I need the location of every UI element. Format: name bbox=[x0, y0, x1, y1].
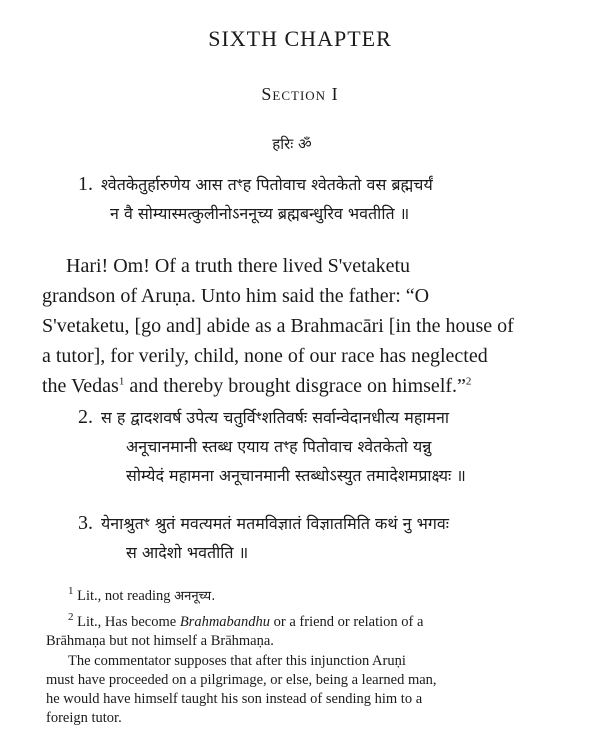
verse-1 bbox=[78, 170, 433, 228]
verse-text: श्वेतकेतुर्हारुणेय आस तꣳह पितोवाच श्वेतकेतो वस ब्रह्मचर्यं bbox=[101, 175, 433, 194]
translation-line: grandson of Aruṇa. Unto him said the father: “O bbox=[42, 285, 430, 307]
commentator-note bbox=[46, 652, 437, 728]
footnote-1 bbox=[68, 587, 215, 606]
translation-line: S'vetaketu, [go and] abide as a Brahmacāri [in the house of bbox=[42, 315, 514, 337]
footnote-mark: 1 bbox=[68, 585, 74, 598]
verse-2-line-1 bbox=[78, 403, 466, 432]
footnote-mark: 2 bbox=[68, 611, 74, 624]
footnote-line: Brāhmaṇa but not himself a Brāhmaṇa. bbox=[46, 633, 274, 649]
verse-2 bbox=[78, 403, 466, 490]
verse-1-line-2: न वै सोम्यास्मत्कुलीनोऽननूच्य ब्रह्मबन्धुरिव भवतीति ॥ bbox=[110, 204, 410, 223]
footnote-term: Brahmabandhu bbox=[179, 614, 271, 630]
verse-number: 1. bbox=[78, 173, 93, 195]
translation-line bbox=[42, 371, 582, 401]
footnote-text: or a friend or relation of a bbox=[270, 614, 424, 630]
verse-2-line-3: सोम्येदं महामना अनूचानमानी स्तब्धोऽस्युत तमादेशमप्राक्ष्यः ॥ bbox=[126, 466, 466, 485]
note-line: must have proceeded on a pilgrimage, or else, being a learned man, bbox=[46, 672, 437, 688]
footnote-sanskrit: अननूच्य. bbox=[174, 589, 216, 604]
footnote-text: Lit., not reading bbox=[73, 588, 175, 604]
verse-text: स ह द्वादशवर्ष उपेत्य चतुर्विꣳशतिवर्षः सर्वान्वेदानधीत्य महामना bbox=[101, 408, 450, 427]
translation-paragraph bbox=[42, 251, 582, 401]
footnote-text: Lit., Has become bbox=[73, 614, 180, 630]
verse-3-line-2: स आदेशो भवतीति ॥ bbox=[126, 543, 249, 562]
verse-number: 2. bbox=[78, 406, 93, 428]
verse-3-line-1 bbox=[78, 509, 449, 538]
translation-line: Hari! Om! Of a truth there lived S'vetaketu bbox=[66, 255, 411, 277]
footnote-line bbox=[46, 613, 423, 632]
note-line: foreign tutor. bbox=[46, 710, 122, 726]
translation-text: and thereby brought disgrace on himself.” bbox=[124, 375, 466, 397]
invocation: हरिः ॐ bbox=[272, 135, 312, 153]
verse-text: येनाश्रुतꣳ श्रुतं मवत्यमतं मतमविज्ञातं विज्ञातमिति कथं नु भगवः bbox=[101, 514, 449, 533]
verse-2-line-2: अनूचानमानी स्तब्ध एयाय तꣳह पितोवाच श्वेतकेतो यन्नु bbox=[126, 437, 432, 456]
footnote-2 bbox=[46, 613, 423, 651]
translation-line: a tutor], for verily, child, none of our race has neglected bbox=[42, 345, 488, 367]
verse-1-line-1 bbox=[78, 170, 433, 199]
footnote-ref-1: 1 bbox=[118, 375, 125, 388]
translation-text: the Vedas bbox=[42, 375, 119, 397]
note-line: he would have himself taught his son instead of sending him to a bbox=[46, 691, 423, 707]
verse-number: 3. bbox=[78, 512, 93, 534]
footnote-ref-2: 2 bbox=[465, 375, 472, 388]
chapter-title: SIXTH CHAPTER bbox=[208, 26, 392, 51]
section-title: Section I bbox=[261, 84, 339, 104]
note-line: The commentator supposes that after this injunction Aruṇi bbox=[68, 653, 406, 669]
verse-3 bbox=[78, 509, 449, 567]
